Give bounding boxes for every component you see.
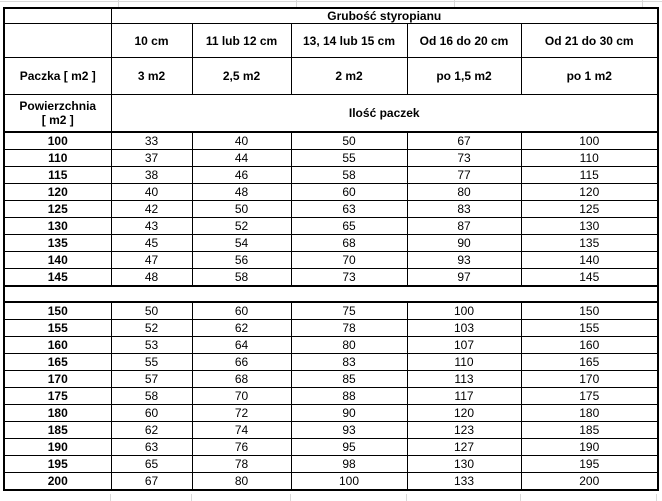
package-count-cell: 155 xyxy=(521,320,658,337)
area-cell: 190 xyxy=(4,439,111,456)
package-count-cell: 62 xyxy=(111,422,192,439)
package-count-cell: 55 xyxy=(291,150,407,167)
gridline-stub xyxy=(118,0,119,7)
package-count-cell: 40 xyxy=(111,184,192,201)
table-row xyxy=(4,269,658,287)
package-count-cell: 110 xyxy=(521,150,658,167)
table-row xyxy=(4,150,658,167)
package-count-cell: 140 xyxy=(521,252,658,269)
area-cell: 180 xyxy=(4,405,111,422)
thickness-header-cell: 11 lub 12 cm xyxy=(192,24,291,58)
package-count-cell: 50 xyxy=(111,302,192,320)
package-count-cell: 85 xyxy=(291,371,407,388)
package-count-cell: 48 xyxy=(192,184,291,201)
package-count-cell: 50 xyxy=(192,201,291,218)
package-count-cell: 76 xyxy=(192,439,291,456)
area-column-label xyxy=(4,95,111,133)
package-count-cell: 70 xyxy=(192,388,291,405)
package-count-cell: 123 xyxy=(407,422,521,439)
area-cell: 195 xyxy=(4,456,111,473)
package-count-cell: 130 xyxy=(521,218,658,235)
package-count-cell: 160 xyxy=(521,337,658,354)
package-count-cell: 175 xyxy=(521,388,658,405)
thickness-header-cell: Od 21 do 30 cm xyxy=(521,24,658,58)
package-size-cell: 2 m2 xyxy=(291,58,407,95)
thickness-header-cell: 10 cm xyxy=(111,24,192,58)
packages-table-body xyxy=(4,132,658,490)
package-count-cell: 90 xyxy=(291,405,407,422)
area-cell: 160 xyxy=(4,337,111,354)
table-header xyxy=(4,8,658,132)
package-count-cell: 47 xyxy=(111,252,192,269)
gridline-stub xyxy=(110,494,111,501)
package-count-cell: 64 xyxy=(192,337,291,354)
package-count-cell: 63 xyxy=(291,201,407,218)
package-count-cell: 127 xyxy=(407,439,521,456)
package-count-cell: 83 xyxy=(407,201,521,218)
package-count-cell: 67 xyxy=(111,473,192,491)
thickness-header-cell: 13, 14 lub 15 cm xyxy=(291,24,407,58)
package-count-cell: 60 xyxy=(111,405,192,422)
package-count-cell: 93 xyxy=(407,252,521,269)
package-count-cell: 53 xyxy=(111,337,192,354)
area-cell: 110 xyxy=(4,150,111,167)
package-count-cell: 120 xyxy=(407,405,521,422)
package-count-cell: 65 xyxy=(291,218,407,235)
corner-empty-cell xyxy=(4,24,111,58)
gridline-stub xyxy=(642,0,643,7)
package-count-cell: 52 xyxy=(111,320,192,337)
package-count-cell: 52 xyxy=(192,218,291,235)
package-count-cell: 68 xyxy=(291,235,407,252)
package-count-cell: 37 xyxy=(111,150,192,167)
area-cell: 125 xyxy=(4,201,111,218)
gridline-stub xyxy=(296,0,297,7)
area-cell: 175 xyxy=(4,388,111,405)
package-count-cell: 63 xyxy=(111,439,192,456)
gridline-stub xyxy=(406,494,407,501)
table-row xyxy=(4,235,658,252)
gridline-stub xyxy=(454,0,455,7)
package-count-cell: 130 xyxy=(407,456,521,473)
package-count-cell: 170 xyxy=(521,371,658,388)
package-count-cell: 78 xyxy=(192,456,291,473)
gridline-stub xyxy=(191,494,192,501)
separator-row xyxy=(4,286,658,302)
area-label-line2: [ m2 ] xyxy=(41,113,74,127)
area-cell: 165 xyxy=(4,354,111,371)
package-count-cell: 145 xyxy=(521,269,658,287)
area-cell: 145 xyxy=(4,269,111,287)
package-count-cell: 133 xyxy=(407,473,521,491)
package-size-cell: 3 m2 xyxy=(111,58,192,95)
table-row xyxy=(4,132,658,150)
package-count-cell: 78 xyxy=(291,320,407,337)
package-count-cell: 75 xyxy=(291,302,407,320)
package-count-cell: 48 xyxy=(111,269,192,287)
table-row xyxy=(4,354,658,371)
package-count-cell: 58 xyxy=(111,388,192,405)
table-row xyxy=(4,371,658,388)
area-cell: 185 xyxy=(4,422,111,439)
package-count-cell: 40 xyxy=(192,132,291,150)
package-count-cell: 67 xyxy=(407,132,521,150)
package-count-cell: 135 xyxy=(521,235,658,252)
package-count-cell: 90 xyxy=(407,235,521,252)
package-size-cell: 2,5 m2 xyxy=(192,58,291,95)
package-count-cell: 73 xyxy=(291,269,407,287)
package-count-cell: 44 xyxy=(192,150,291,167)
package-count-cell: 74 xyxy=(192,422,291,439)
package-count-cell: 115 xyxy=(521,167,658,184)
package-count-cell: 117 xyxy=(407,388,521,405)
package-count-cell: 46 xyxy=(192,167,291,184)
table-row xyxy=(4,337,658,354)
table-row xyxy=(4,422,658,439)
package-count-cell: 57 xyxy=(111,371,192,388)
gridline-stub xyxy=(656,494,657,501)
table-row xyxy=(4,388,658,405)
area-cell: 200 xyxy=(4,473,111,491)
package-count-cell: 42 xyxy=(111,201,192,218)
package-count-cell: 43 xyxy=(111,218,192,235)
package-count-cell: 50 xyxy=(291,132,407,150)
gridline-top xyxy=(0,1,662,2)
package-count-cell: 80 xyxy=(407,184,521,201)
table-row xyxy=(4,167,658,184)
package-count-cell: 87 xyxy=(407,218,521,235)
package-size-cell: po 1,5 m2 xyxy=(407,58,521,95)
package-count-cell: 100 xyxy=(291,473,407,491)
package-size-row xyxy=(4,58,658,95)
package-count-cell: 180 xyxy=(521,405,658,422)
package-count-cell: 150 xyxy=(521,302,658,320)
package-count-cell: 165 xyxy=(521,354,658,371)
package-count-cell: 100 xyxy=(407,302,521,320)
area-cell: 140 xyxy=(4,252,111,269)
area-cell: 115 xyxy=(4,167,111,184)
area-cell: 155 xyxy=(4,320,111,337)
table-row xyxy=(4,439,658,456)
package-count-cell: 66 xyxy=(192,354,291,371)
package-count-cell: 110 xyxy=(407,354,521,371)
table-row xyxy=(4,201,658,218)
thickness-header-row xyxy=(4,24,658,58)
area-cell: 120 xyxy=(4,184,111,201)
area-cell: 100 xyxy=(4,132,111,150)
package-count-cell: 95 xyxy=(291,439,407,456)
table-row xyxy=(4,184,658,201)
package-count-cell: 72 xyxy=(192,405,291,422)
table-row xyxy=(4,405,658,422)
package-count-cell: 103 xyxy=(407,320,521,337)
package-count-cell: 93 xyxy=(291,422,407,439)
table-row xyxy=(4,252,658,269)
package-count-cell: 77 xyxy=(407,167,521,184)
separator-cell xyxy=(4,286,658,302)
package-count-cell: 73 xyxy=(407,150,521,167)
package-count-cell: 107 xyxy=(407,337,521,354)
table-row xyxy=(4,302,658,320)
package-count-cell: 113 xyxy=(407,371,521,388)
package-count-cell: 60 xyxy=(192,302,291,320)
package-count-cell: 88 xyxy=(291,388,407,405)
area-cell: 130 xyxy=(4,218,111,235)
gridline-stub xyxy=(520,494,521,501)
table-row xyxy=(4,456,658,473)
corner-empty-cell xyxy=(4,8,111,24)
package-count-cell: 38 xyxy=(111,167,192,184)
thickness-title-row xyxy=(4,8,658,24)
package-count-cell: 125 xyxy=(521,201,658,218)
package-count-cell: 65 xyxy=(111,456,192,473)
package-count-cell: 60 xyxy=(291,184,407,201)
styrofoam-packages-table xyxy=(3,7,659,491)
package-count-cell: 200 xyxy=(521,473,658,491)
package-count-cell: 33 xyxy=(111,132,192,150)
package-count-cell: 58 xyxy=(192,269,291,287)
table-row xyxy=(4,320,658,337)
table-row xyxy=(4,218,658,235)
package-size-cell: po 1 m2 xyxy=(521,58,658,95)
area-label-line1: Powierzchnia xyxy=(19,99,97,113)
package-row-label: Paczka [ m2 ] xyxy=(4,58,111,95)
package-count-cell: 55 xyxy=(111,354,192,371)
package-count-cell: 70 xyxy=(291,252,407,269)
package-count-cell: 68 xyxy=(192,371,291,388)
area-count-header-row xyxy=(4,95,658,133)
thickness-title: Grubość styropianu xyxy=(111,8,658,24)
package-count-cell: 100 xyxy=(521,132,658,150)
package-count-cell: 80 xyxy=(192,473,291,491)
gridline-stub xyxy=(290,494,291,501)
thickness-header-cell: Od 16 do 20 cm xyxy=(407,24,521,58)
package-count-cell: 45 xyxy=(111,235,192,252)
package-count-cell: 98 xyxy=(291,456,407,473)
package-count-cell: 120 xyxy=(521,184,658,201)
package-count-title: Ilość paczek xyxy=(111,95,658,133)
package-count-cell: 54 xyxy=(192,235,291,252)
area-cell: 150 xyxy=(4,302,111,320)
package-count-cell: 83 xyxy=(291,354,407,371)
package-count-cell: 195 xyxy=(521,456,658,473)
package-count-cell: 62 xyxy=(192,320,291,337)
package-count-cell: 58 xyxy=(291,167,407,184)
table-row xyxy=(4,473,658,491)
package-count-cell: 80 xyxy=(291,337,407,354)
area-cell: 170 xyxy=(4,371,111,388)
package-count-cell: 190 xyxy=(521,439,658,456)
area-cell: 135 xyxy=(4,235,111,252)
package-count-cell: 97 xyxy=(407,269,521,287)
package-count-cell: 185 xyxy=(521,422,658,439)
package-count-cell: 56 xyxy=(192,252,291,269)
